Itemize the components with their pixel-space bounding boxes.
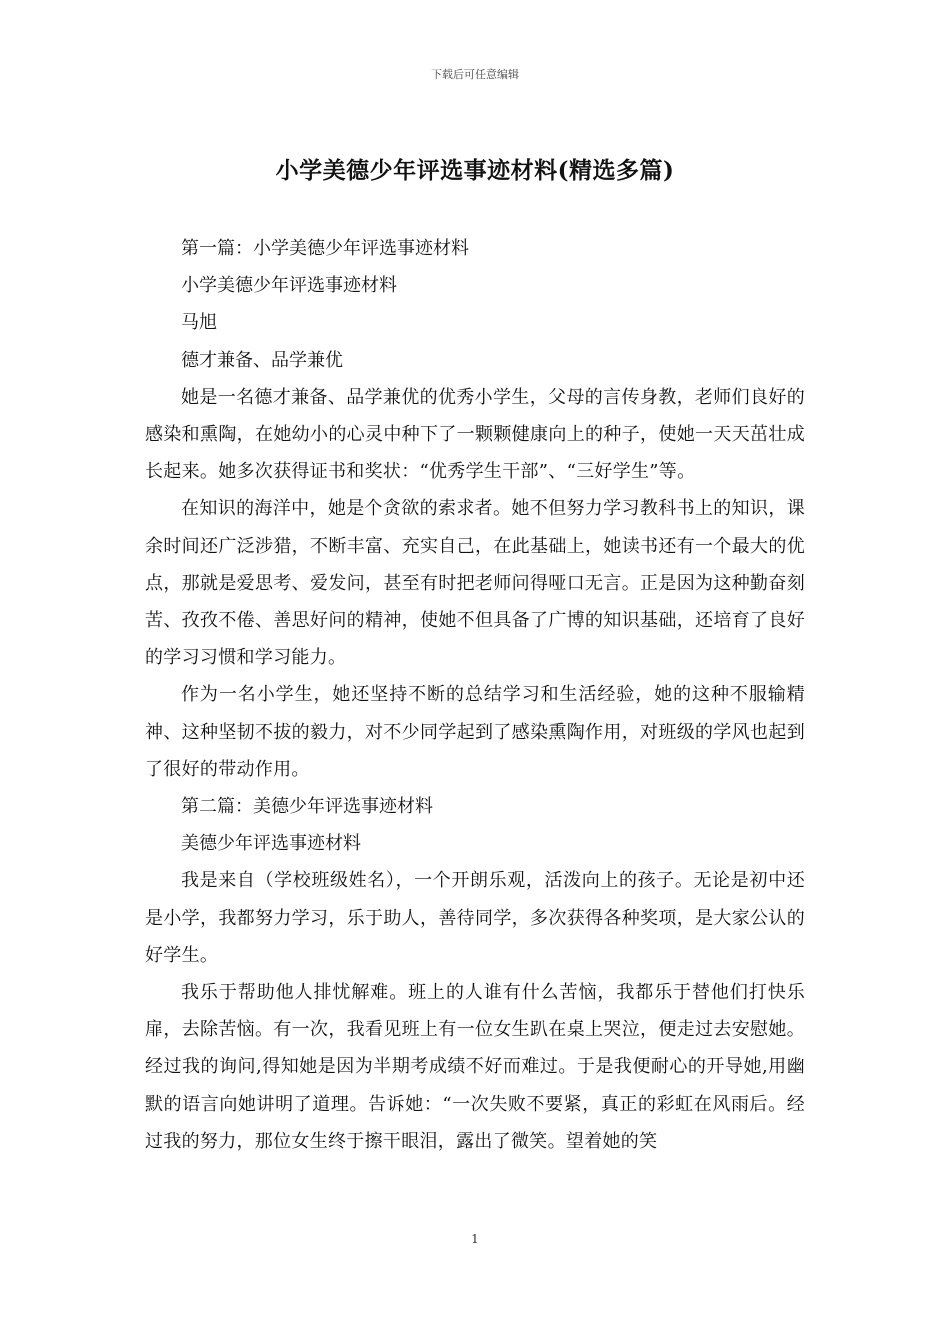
paragraph: 我乐于帮助他人排忧解难。班上的人谁有什么苦恼，我都乐于替他们打快乐扉，去除苦恼。有一次，我看见班上有一位女生趴在桌上哭泣，便走过去安慰她。经过我的询问,得知她是因为半期考成绩不好而难过。于是我便耐心的开导她,用幽默的语言向她讲明了道理。告诉她：“一次失败不要紧，真正的彩虹在风雨后。经过我的努力，那位女生终于擦干眼泪，露出了微笑。望着她的笑 [145, 981, 805, 1152]
paragraph: 在知识的海洋中，她是个贪欲的索求者。她不但努力学习教科书上的知识，课余时间还广泛涉猎，不断丰富、充实自己，在此基础上，她读书还有一个最大的优点，那就是爱思考、爱发问，甚至有时把老师问得哑口无言。正是因为这种勤奋刻苦、孜孜不倦、善思好问的精神，使她不但具备了广博的知识基础，还培育了良好的学习习惯和学习能力。 [145, 498, 805, 669]
paragraph: 作为一名小学生，她还坚持不断的总结学习和生活经验，她的这种不服输精神、这种坚韧不拔的毅力，对不少同学起到了感染熏陶作用，对班级的学风也起到了很好的带动作用。 [145, 684, 805, 780]
paragraph: 我是来自（学校班级姓名），一个开朗乐观，活泼向上的孩子。无论是初中还是小学，我都努力学习，乐于助人，善待同学，多次获得各种奖项，是大家公认的好学生。 [145, 870, 805, 966]
paragraph: 她是一名德才兼备、品学兼优的优秀小学生，父母的言传身教，老师们良好的感染和熏陶，在她幼小的心灵中种下了一颗颗健康向上的种子，使她一天天茁壮成长起来。她多次获得证书和奖状：“优秀学生干部”、“三好学生”等。 [145, 386, 805, 483]
motto: 德才兼备、品学兼优 [181, 349, 343, 371]
document-title: 小学美德少年评选事迹材料(精选多篇) [275, 157, 675, 184]
section-heading: 第一篇：小学美德少年评选事迹材料 [181, 238, 469, 259]
section-subtitle: 美德少年评选事迹材料 [181, 833, 361, 855]
author-name: 马旭 [181, 312, 217, 334]
page-header: 下载后可任意编辑 [431, 68, 519, 81]
section-subtitle: 小学美德少年评选事迹材料 [181, 275, 397, 297]
document-body [145, 230, 805, 1160]
section-heading: 第二篇：美德少年评选事迹材料 [181, 795, 433, 817]
page-number: 1 [471, 1232, 479, 1246]
